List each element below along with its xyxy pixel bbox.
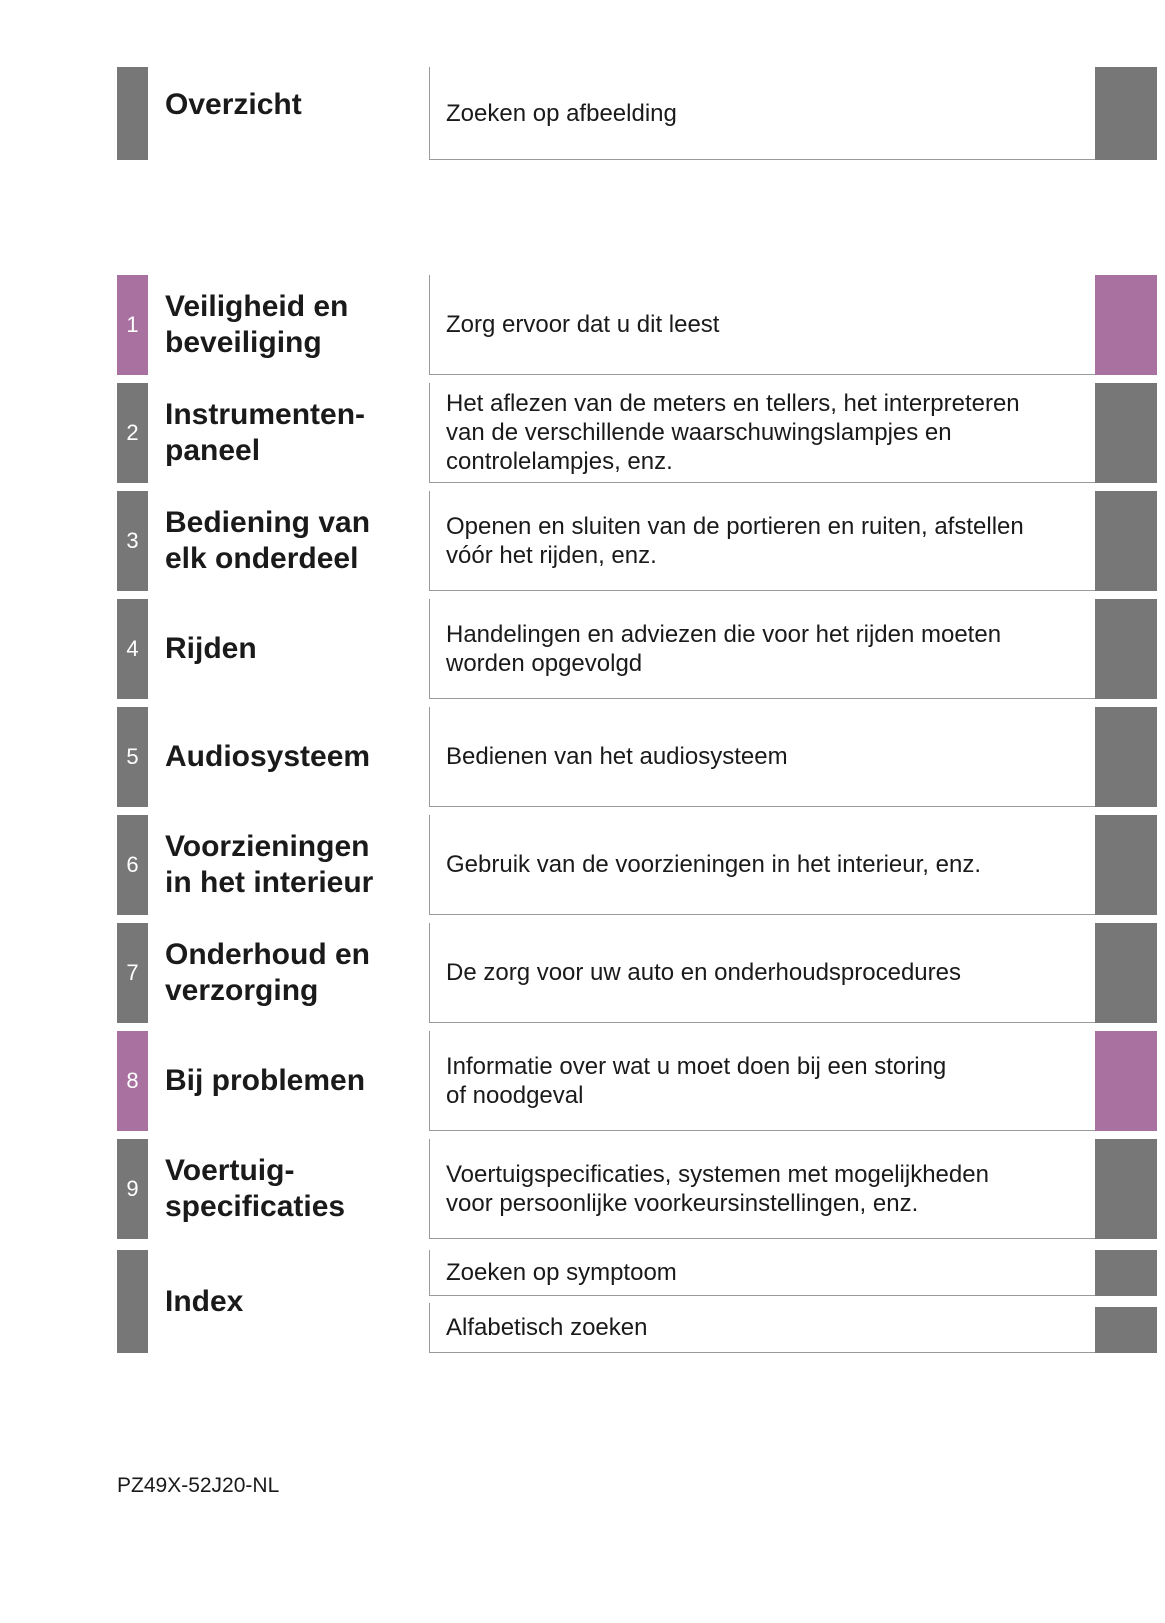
chapter-title: Veiligheid en beveiliging bbox=[165, 290, 349, 359]
chapter-description[interactable] bbox=[429, 491, 1095, 591]
chapter-title: Voorzieningen in het interieur bbox=[165, 830, 374, 899]
chapter-row[interactable] bbox=[0, 1031, 1165, 1131]
chapter-row[interactable] bbox=[0, 383, 1165, 483]
chapter-title: Bij problemen bbox=[165, 1064, 366, 1097]
index-item-alphabetical[interactable] bbox=[429, 1303, 1095, 1353]
chapter-title: Rijden bbox=[165, 632, 257, 665]
chapter-description[interactable] bbox=[429, 275, 1095, 375]
index-thumb-tab-symptom[interactable] bbox=[1095, 1250, 1157, 1296]
chapter-title: Audiosysteem bbox=[165, 740, 371, 773]
chapter-description[interactable] bbox=[429, 707, 1095, 807]
chapter-number-tab: 9 bbox=[117, 1139, 148, 1239]
chapter-description[interactable] bbox=[429, 383, 1095, 483]
chapter-number-tab: 8 bbox=[117, 1031, 148, 1131]
chapter-thumb-tab[interactable] bbox=[1095, 815, 1157, 915]
chapter-number-tab: 5 bbox=[117, 707, 148, 807]
chapter-row[interactable] bbox=[0, 707, 1165, 807]
chapter-description-text: Gebruik van de voorzieningen in het interieur, enz. bbox=[446, 851, 981, 878]
chapter-row[interactable] bbox=[0, 491, 1165, 591]
chapter-thumb-tab[interactable] bbox=[1095, 599, 1157, 699]
chapter-thumb-tab[interactable] bbox=[1095, 707, 1157, 807]
chapter-description[interactable] bbox=[429, 1031, 1095, 1131]
index-item-symptom[interactable] bbox=[429, 1250, 1095, 1296]
chapter-description[interactable] bbox=[429, 1139, 1095, 1239]
index-thumb-tab-alphabetical[interactable] bbox=[1095, 1307, 1157, 1353]
overview-desc-text: Zoeken op afbeelding bbox=[446, 99, 677, 127]
chapter-row[interactable] bbox=[0, 275, 1165, 375]
chapter-description[interactable] bbox=[429, 815, 1095, 915]
chapter-number-tab: 1 bbox=[117, 275, 148, 375]
chapter-title: Voertuig- specificaties bbox=[165, 1154, 346, 1223]
document-code: PZ49X-52J20-NL bbox=[117, 1474, 280, 1497]
chapter-description[interactable] bbox=[429, 923, 1095, 1023]
chapter-number-tab: 7 bbox=[117, 923, 148, 1023]
index-row bbox=[0, 1250, 1165, 1353]
chapter-thumb-tab[interactable] bbox=[1095, 491, 1157, 591]
chapter-row[interactable] bbox=[0, 599, 1165, 699]
chapter-description-text: Het aflezen van de meters en tellers, het interpreteren van de verschillende waarschuwingslampjes en controlelampjes, enz. bbox=[446, 390, 1020, 475]
overview-title: Overzicht bbox=[165, 88, 302, 121]
chapter-row[interactable] bbox=[0, 1139, 1165, 1239]
chapter-description-text: Voertuigspecificaties, systemen met mogelijkheden voor persoonlijke voorkeursinstellingen, enz. bbox=[446, 1160, 989, 1217]
chapter-number-tab: 2 bbox=[117, 383, 148, 483]
chapter-thumb-tab[interactable] bbox=[1095, 1031, 1157, 1131]
chapter-thumb-tab[interactable] bbox=[1095, 1139, 1157, 1239]
index-item-label: Alfabetisch zoeken bbox=[446, 1314, 648, 1341]
chapter-description-text: Zorg ervoor dat u dit leest bbox=[446, 311, 720, 338]
index-item-label: Zoeken op symptoom bbox=[446, 1259, 677, 1286]
chapter-description-text: Informatie over wat u moet doen bij een storing of noodgeval bbox=[446, 1052, 947, 1109]
chapter-description-text: Handelingen en adviezen die voor het rijden moeten worden opgevolgd bbox=[446, 620, 1002, 677]
chapter-description-text: Bedienen van het audiosysteem bbox=[446, 743, 788, 770]
chapter-title: Bediening van elk onderdeel bbox=[165, 506, 371, 575]
index-title: Index bbox=[165, 1284, 244, 1318]
chapter-row[interactable] bbox=[0, 923, 1165, 1023]
chapter-row[interactable] bbox=[0, 815, 1165, 915]
overview-tab bbox=[117, 67, 148, 160]
overview-row[interactable] bbox=[0, 67, 1165, 160]
chapter-title: Instrumenten- paneel bbox=[165, 398, 366, 467]
chapter-title: Onderhoud en verzorging bbox=[165, 938, 370, 1007]
chapter-description-text: De zorg voor uw auto en onderhoudsprocedures bbox=[446, 959, 961, 986]
chapter-number-tab: 3 bbox=[117, 491, 148, 591]
chapter-thumb-tab[interactable] bbox=[1095, 275, 1157, 375]
chapter-description[interactable] bbox=[429, 599, 1095, 699]
chapter-thumb-tab[interactable] bbox=[1095, 383, 1157, 483]
overview-thumb-tab[interactable] bbox=[1095, 67, 1157, 160]
index-tab bbox=[117, 1250, 148, 1353]
chapter-number-tab: 4 bbox=[117, 599, 148, 699]
chapter-number-tab: 6 bbox=[117, 815, 148, 915]
overview-desc[interactable] bbox=[429, 67, 1095, 160]
chapter-description-text: Openen en sluiten van de portieren en ruiten, afstellen vóór het rijden, enz. bbox=[446, 512, 1024, 569]
chapter-thumb-tab[interactable] bbox=[1095, 923, 1157, 1023]
